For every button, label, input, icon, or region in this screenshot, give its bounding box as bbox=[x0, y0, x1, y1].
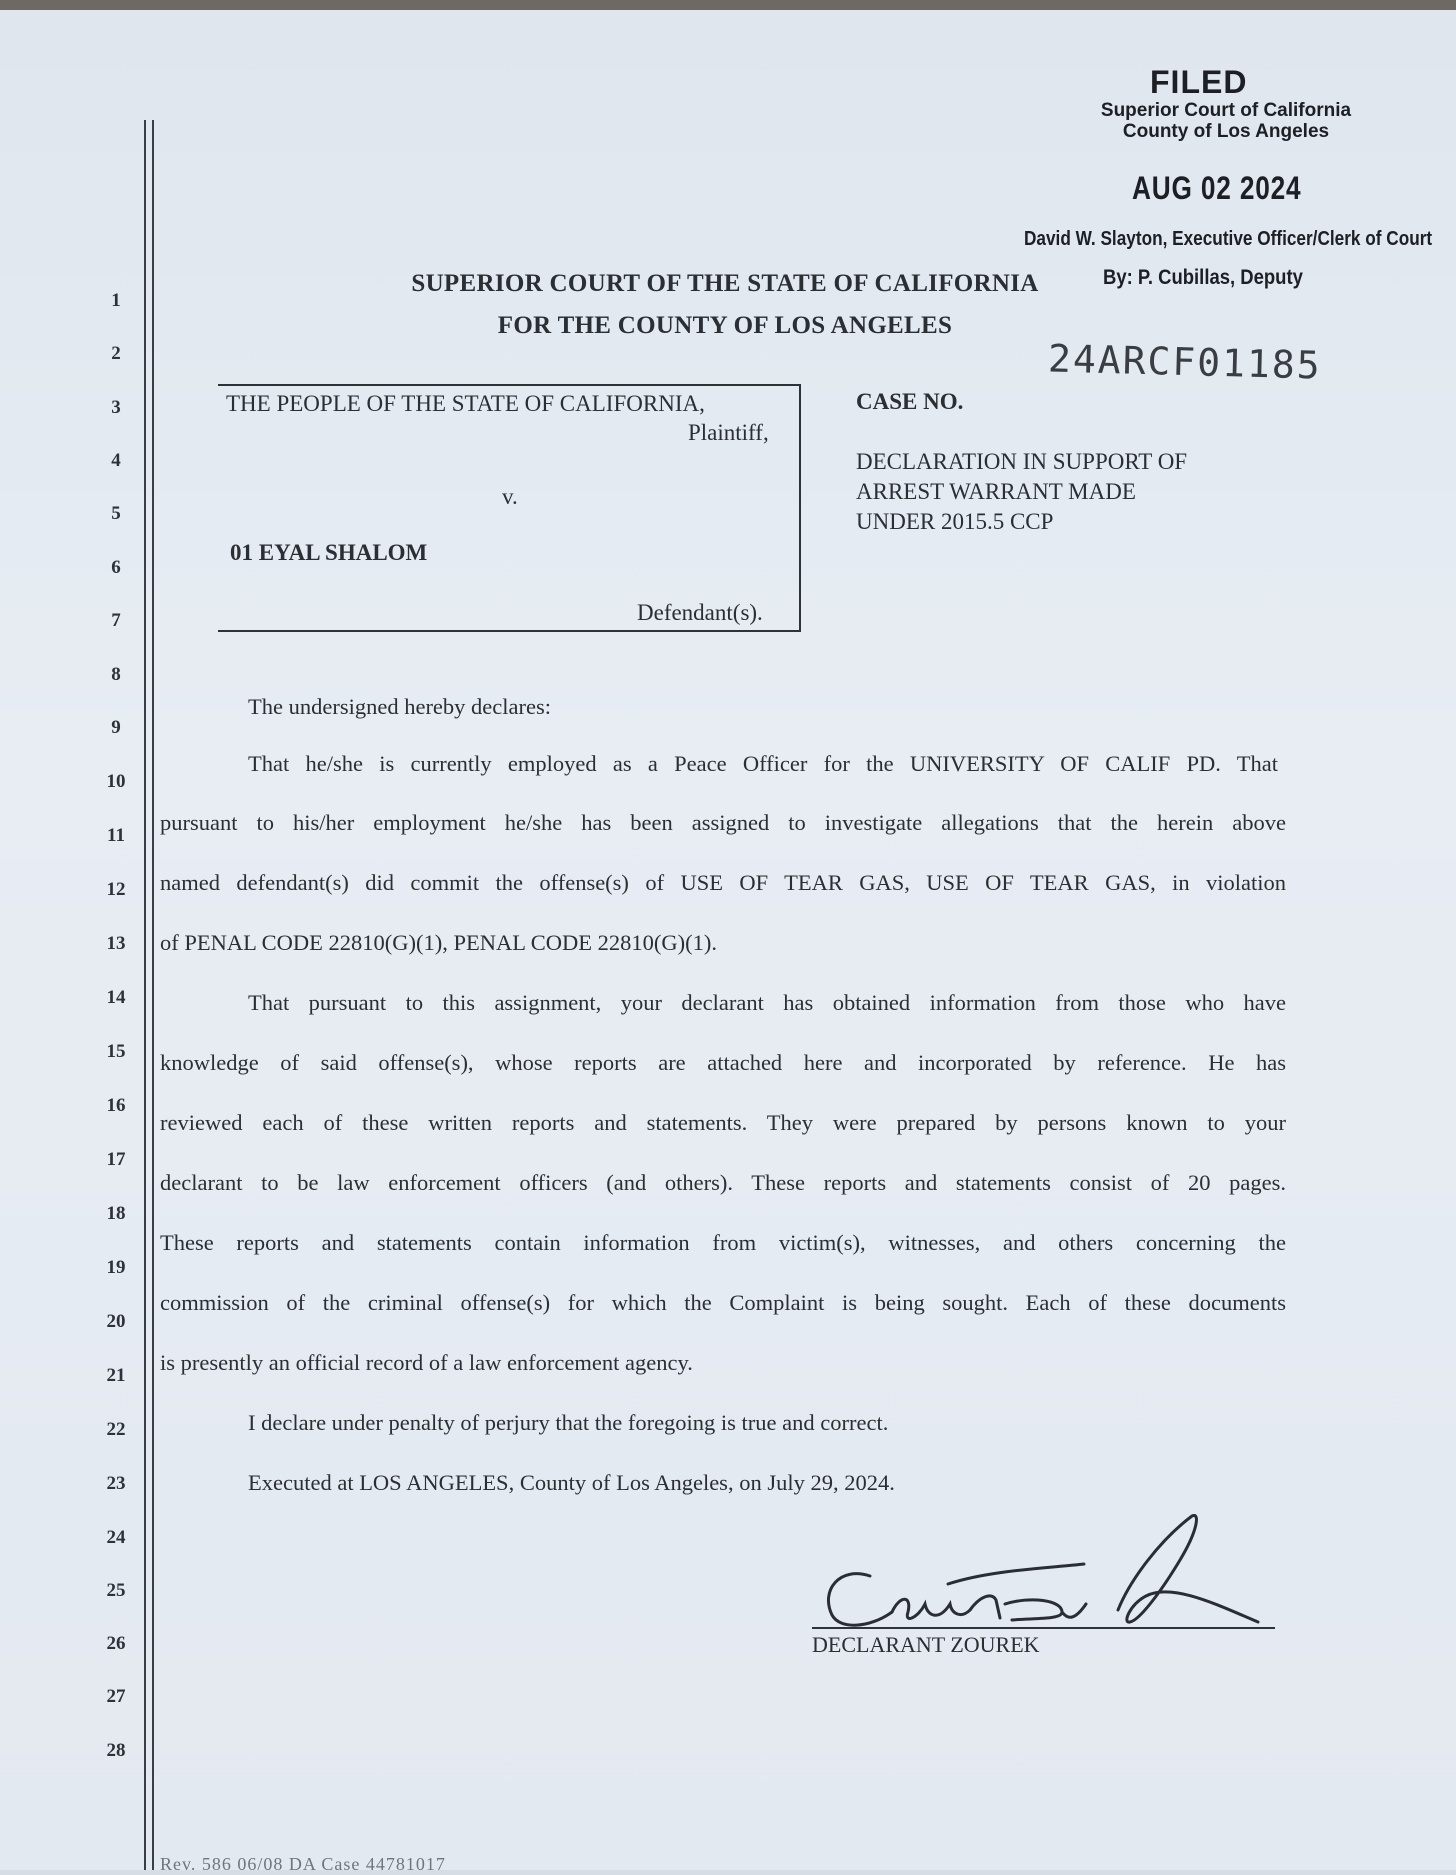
paragraph2-line2: knowledge of said offense(s), whose reports are attached here and incorporated by reference. He has bbox=[160, 1050, 1286, 1075]
line-number: 1 bbox=[111, 290, 121, 311]
defendant-role: Defendant(s). bbox=[637, 600, 763, 625]
perjury-statement: I declare under penalty of perjury that the foregoing is true and correct. bbox=[248, 1410, 889, 1435]
line-number: 13 bbox=[106, 933, 126, 954]
line-number: 12 bbox=[106, 879, 126, 900]
line-number: 8 bbox=[111, 664, 121, 685]
footer-revision: Rev. 586 06/08 DA Case 44781017 bbox=[160, 1854, 446, 1874]
line-number: 28 bbox=[106, 1740, 126, 1761]
line-number: 24 bbox=[106, 1527, 126, 1548]
paragraph1-line2: pursuant to his/her employment he/she has been assigned to investigate allegations that the herein above bbox=[160, 810, 1286, 835]
execution-statement: Executed at LOS ANGELES, County of Los Angeles, on July 29, 2024. bbox=[248, 1470, 895, 1495]
line-number: 17 bbox=[106, 1149, 126, 1170]
line-number: 6 bbox=[111, 557, 121, 578]
line-number: 14 bbox=[106, 987, 126, 1008]
page-top-edge-shadow bbox=[0, 0, 1456, 10]
line-number: 15 bbox=[106, 1041, 126, 1062]
filed-stamp-clerk: David W. Slayton, Executive Officer/Clerk of Court bbox=[1024, 228, 1433, 250]
filed-stamp-court: Superior Court of California bbox=[1100, 100, 1352, 121]
paragraph2-line4: declarant to be law enforcement officers (and others). These reports and statements consist of 20 pages. bbox=[160, 1170, 1286, 1195]
paragraph1-line1: That he/she is currently employed as a Peace Officer for the UNIVERSITY OF CALIF PD. That bbox=[248, 751, 1278, 776]
paragraph2-line1: That pursuant to this assignment, your declarant has obtained information from those who have bbox=[248, 990, 1286, 1015]
line-number: 23 bbox=[106, 1473, 126, 1494]
line-number: 2 bbox=[111, 343, 121, 364]
line-number: 22 bbox=[106, 1419, 126, 1440]
court-heading-line2: FOR THE COUNTY OF LOS ANGELES bbox=[497, 312, 953, 339]
filed-stamp-date: AUG 02 2024 bbox=[1132, 170, 1302, 206]
filed-stamp-county: County of Los Angeles bbox=[1122, 121, 1330, 142]
paragraph2-line6: commission of the criminal offense(s) for which the Complaint is being sought. Each of these documents bbox=[160, 1290, 1286, 1315]
line-number: 16 bbox=[106, 1095, 126, 1116]
line-number: 4 bbox=[111, 450, 121, 471]
line-number: 19 bbox=[106, 1257, 126, 1278]
line-number: 10 bbox=[106, 771, 126, 792]
paragraph1-line4: of PENAL CODE 22810(G)(1), PENAL CODE 22810(G)(1). bbox=[160, 930, 718, 955]
line-number: 18 bbox=[106, 1203, 126, 1224]
declarant-signature bbox=[800, 1500, 1280, 1650]
line-number: 26 bbox=[106, 1633, 126, 1654]
line-number: 21 bbox=[106, 1365, 126, 1386]
line-number: 27 bbox=[106, 1686, 126, 1707]
case-number-stamp: 24ARCF01185 bbox=[1047, 336, 1323, 388]
court-heading-line1: SUPERIOR COURT OF THE STATE OF CALIFORNIA bbox=[411, 270, 1039, 297]
line-number: 20 bbox=[106, 1311, 126, 1332]
defendant-name: 01 EYAL SHALOM bbox=[230, 540, 428, 565]
plaintiff-name: THE PEOPLE OF THE STATE OF CALIFORNIA, bbox=[226, 391, 705, 416]
declarant-name: DECLARANT ZOUREK bbox=[812, 1632, 1040, 1657]
line-number: 5 bbox=[111, 503, 121, 524]
paragraph2-line5: These reports and statements contain information from victim(s), witnesses, and others concerning the bbox=[160, 1230, 1286, 1255]
line-number: 11 bbox=[107, 825, 125, 846]
paragraph2-line3: reviewed each of these written reports and statements. They were prepared by persons known to your bbox=[160, 1110, 1286, 1135]
line-number: 25 bbox=[106, 1580, 126, 1601]
line-number: 3 bbox=[111, 397, 121, 418]
line-number: 7 bbox=[111, 610, 121, 631]
plaintiff-role: Plaintiff, bbox=[688, 420, 769, 445]
line-number: 9 bbox=[111, 717, 121, 738]
paragraph1-line3: named defendant(s) did commit the offense(s) of USE OF TEAR GAS, USE OF TEAR GAS, in violation bbox=[160, 870, 1286, 895]
document-title-line1: DECLARATION IN SUPPORT OF bbox=[856, 449, 1188, 474]
filed-stamp-deputy: By: P. Cubillas, Deputy bbox=[1103, 266, 1303, 289]
filed-stamp-title: FILED bbox=[1150, 64, 1248, 100]
margin-rule-left bbox=[144, 120, 146, 1870]
declaration-intro: The undersigned hereby declares: bbox=[248, 694, 551, 719]
margin-rule-right bbox=[152, 120, 154, 1870]
document-title-line3: UNDER 2015.5 CCP bbox=[856, 509, 1054, 534]
case-no-label: CASE NO. bbox=[856, 389, 964, 414]
versus: v. bbox=[502, 484, 518, 509]
paragraph2-line7: is presently an official record of a law enforcement agency. bbox=[160, 1350, 693, 1375]
document-title-line2: ARREST WARRANT MADE bbox=[856, 479, 1136, 504]
